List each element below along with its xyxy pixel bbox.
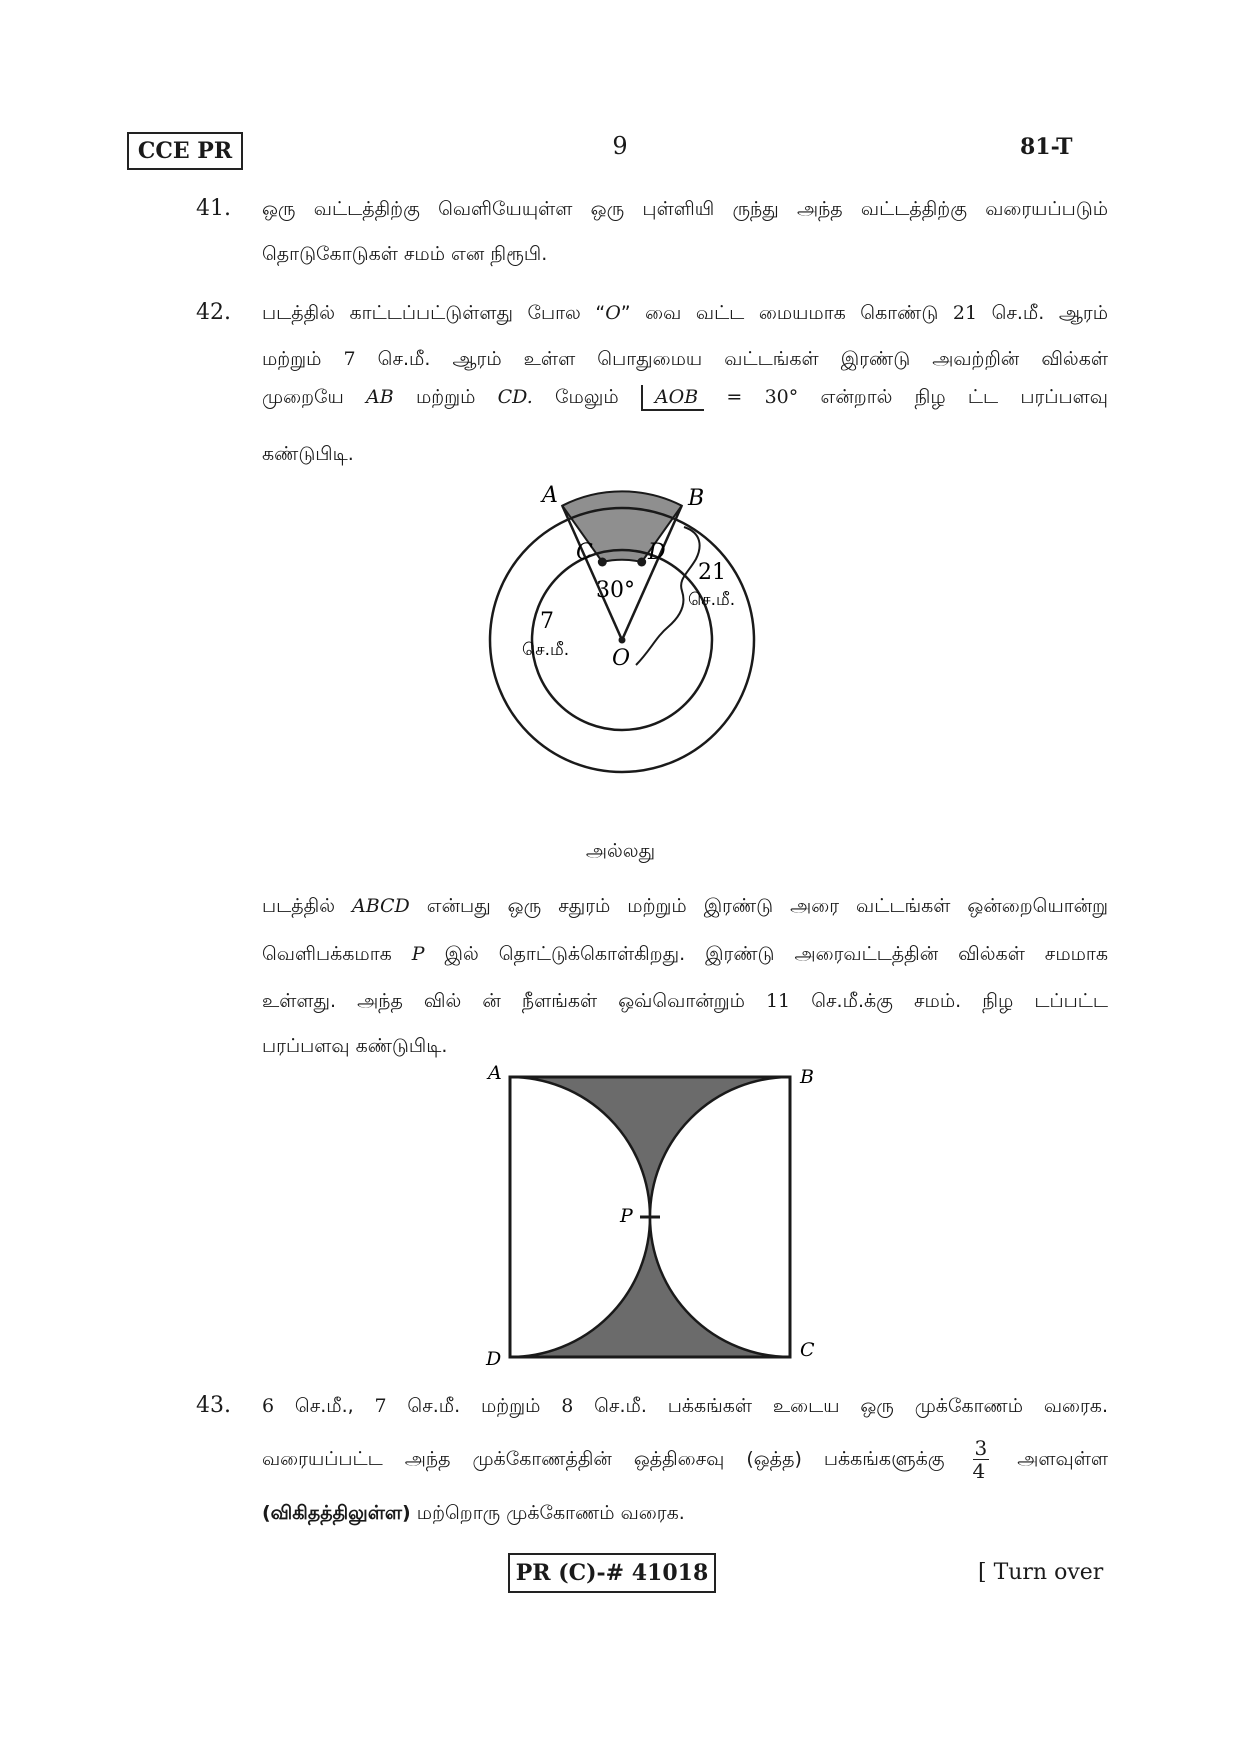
concentric-circles-figure [470,475,830,795]
point-o [619,637,626,644]
q42-line2 [262,348,1108,373]
q43-line1 [262,1395,1108,1420]
q42-line1-o: O [605,302,621,324]
q42-alt-line4: பரப்பளவு கண்டுபிடி. [262,1035,448,1057]
q42-line3-cd: CD. [497,386,533,408]
label-a: A [488,1065,502,1084]
q43-line2-a: வரையப்பட்ட அந்த முக்கோணத்தின் ஒத்திசைவு (ஒத்த) பக்கங்களுக்கு [262,1448,945,1470]
footer-code-text: PR (C)-# 41018 [515,1560,709,1586]
q43-line1-a: 6 [262,1395,275,1417]
q42-line3 [262,385,1108,411]
q42-line3-a: முறையே [262,386,367,408]
q42-alt-line3 [262,990,1108,1015]
q42-line2-b: செ.மீ. ஆரம் உள்ள பொதுமைய வட்டங்கள் இரண்டு அவற்றின் வில்கள் [355,348,1108,370]
q43-line3 [262,1502,1108,1527]
label-c: C [576,540,593,565]
q42-alt-p: P [411,943,425,965]
q42-line1-a: படத்தில் காட்டப்பட்டுள்ளது போல “ [262,302,606,324]
fraction-three-quarters [973,1437,990,1482]
q42-alt-line2-b: இல் தொட்டுக்கொள்கிறது. இரண்டு அரைவட்டத்தின் வில்கள் சமமாக [424,943,1108,965]
square-semicircles-figure [480,1065,840,1375]
q42-line1-num: 21 [952,302,978,324]
q42-line3-b: மற்றும் [393,386,498,408]
q42-line1 [262,302,1108,327]
q43-line1-f: செ.மீ. பக்கங்கள் உடைய ஒரு முக்கோணம் வரைக. [573,1395,1108,1417]
q42-alt-line1-b: என்பது ஒரு சதுரம் மற்றும் இரண்டு அரை வட்டங்கள் ஒன்றையொன்று [409,895,1108,917]
q42-line3-d: என்றால் நிழ ட்ட பரப்பளவு [798,386,1108,408]
q42-line1-c: செ.மீ. ஆரம் [977,302,1108,324]
outer-radius-value: 21 [698,560,726,585]
page-number: 9 [612,132,628,160]
turn-over-text: [ Turn over [978,1560,1104,1585]
q43-line1-c: 7 [374,1395,387,1417]
q42-line2-num: 7 [343,348,356,370]
q42-alt-line3-a: உள்ளது. அந்த வில் ன் நீளங்கள் ஒவ்வொன்றும் [262,990,766,1012]
q43-line2 [262,1437,1108,1482]
q42-alt-abcd: ABCD [351,895,410,917]
point-c [598,558,607,567]
outer-radius-unit: செ.மீ. [688,590,736,610]
fraction-numerator: 3 [974,1436,988,1460]
q42-line3-eq: = 30° [704,386,799,408]
label-a: A [542,483,558,508]
q42-alt-line1-a: படத்தில் [262,895,352,917]
angle-label: 30° [596,578,635,603]
inner-radius-value: 7 [540,609,554,634]
q43-number: 43. [196,1393,231,1418]
paper-code: 81-T [1020,134,1073,160]
q43-line1-b: செ.மீ., [274,1395,375,1417]
q42-alt-line3-num: 11 [765,990,791,1012]
q42-number: 42. [196,300,231,325]
q43-line3-bold: (விகிதத்திலுள்ள) [262,1502,411,1524]
q42-alt-line3-b: செ.மீ.க்கு சமம். நிழ டப்பட்ட [790,990,1108,1012]
point-d [637,558,646,567]
q42-line2-a: மற்றும் [262,348,344,370]
label-b: B [688,486,705,511]
or-text: அல்லது [585,840,656,862]
inner-radius-unit: செ.மீ. [522,640,570,660]
fraction-denominator: 4 [972,1459,986,1483]
label-o: O [612,646,631,671]
q43-line1-e: 8 [561,1395,574,1417]
q43-line3-rest: மற்றொரு முக்கோணம் வரைக. [410,1502,685,1524]
label-c: C [800,1339,815,1361]
q43-line1-d: செ.மீ. மற்றும் [386,1395,562,1417]
label-d: D [486,1348,502,1370]
q41-line1: ஒரு வட்டத்திற்கு வெளியேயுள்ள ஒரு புள்ளியி ருந்து அந்த வட்டத்திற்கு வரையப்படும் [262,198,1108,220]
q41-number: 41. [196,196,231,221]
q42-alt-line2 [262,943,1108,968]
q42-line4: கண்டுபிடி. [262,443,354,465]
q42-line3-ab: AB [366,386,394,408]
label-d: D [648,540,666,565]
q42-line1-b: ” வை வட்ட மையமாக கொண்டு [620,302,953,324]
q42-alt-line1 [262,895,1108,920]
q41-line2: தொடுகோடுகள் சமம் என நிரூபி. [262,243,548,265]
label-p: P [620,1205,633,1227]
q42-alt-line2-a: வெளிபக்கமாக [262,943,412,965]
header-code-box [127,132,243,170]
q43-line2-b: அளவுள்ள [1017,1448,1108,1470]
header-code-text: CCE PR [137,138,233,164]
q42-angle-aob: AOB [641,385,704,411]
q42-line3-c: மேலும் [532,386,641,408]
footer-code-box [508,1553,716,1593]
label-b: B [800,1066,814,1088]
